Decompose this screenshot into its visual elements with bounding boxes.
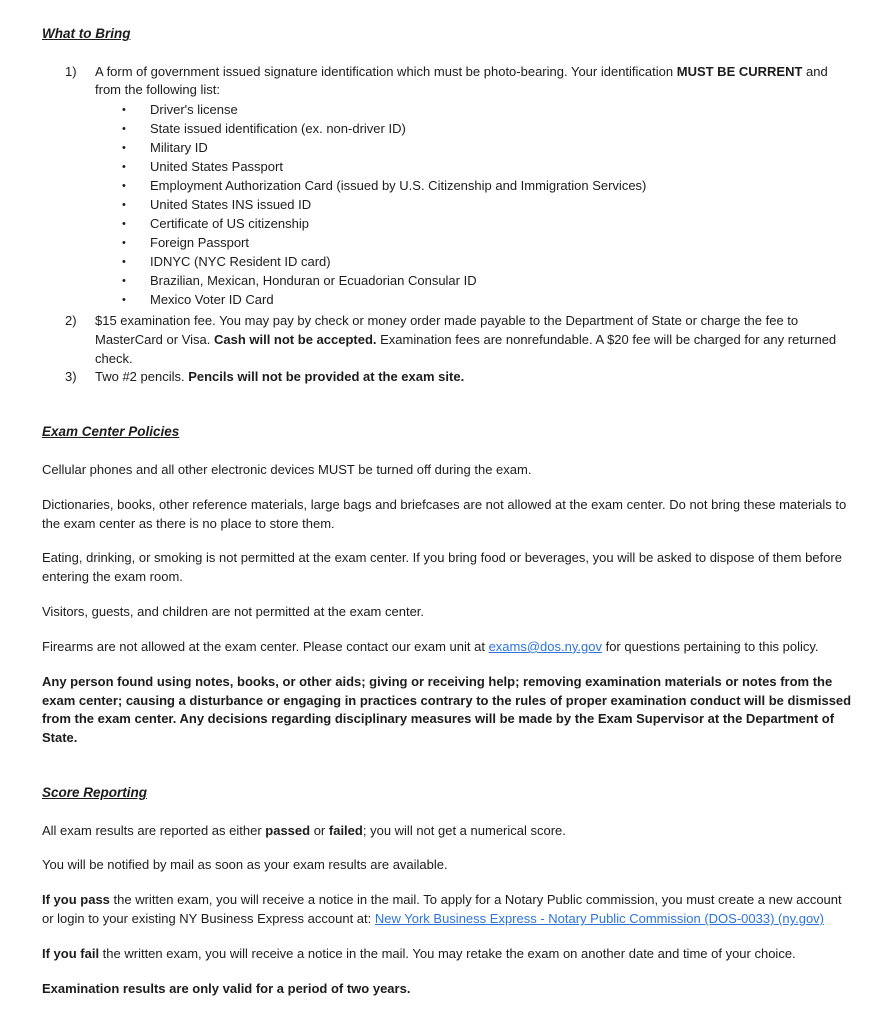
text-segment: If you fail: [42, 946, 100, 962]
text-segment: If you pass: [42, 892, 110, 908]
text-segment: Examination results are only valid for a period of two years.: [42, 980, 411, 996]
list-number: 1): [65, 63, 77, 79]
identification-bullet-list: [95, 101, 852, 310]
text-segment: All exam results are reported as either: [42, 822, 266, 838]
bullet-item: • State issued identification (ex. non-driver ID): [95, 120, 852, 139]
text-segment: for questions pertaining to this policy.: [601, 638, 819, 654]
list-number: 3): [65, 369, 77, 385]
heading-exam-center-policies: Exam Center Policies: [42, 424, 180, 440]
text-segment: Dictionaries, books, other reference materials, large bags and briefcases are not allowed at the exam center. Do not bring these materials to the exam center as there is no place to store them.: [42, 496, 847, 531]
heading-score-reporting: Score Reporting: [42, 785, 148, 801]
bullet-item: • Employment Authorization Card (issued by U.S. Citizenship and Immigration Services): [95, 177, 852, 196]
hyperlink[interactable]: New York Business Express - Notary Public Commission (DOS-0033) (ny.gov): [374, 911, 825, 927]
text-segment: Two #2 pencils.: [95, 369, 189, 385]
text-segment: Firearms are not allowed at the exam center. Please contact our exam unit at: [42, 638, 489, 654]
paragraph-if-you-fail: [42, 945, 852, 964]
paragraph-reference-materials: [42, 496, 852, 534]
text-segment: Visitors, guests, and children are not permitted at the exam center.: [42, 604, 425, 620]
bullet-item: • Foreign Passport: [95, 234, 852, 253]
text-segment: Cellular phones and all other electronic devices MUST be turned off during the exam.: [42, 461, 532, 477]
bullet-item: • United States Passport: [95, 158, 852, 177]
numbered-item-text: [95, 368, 852, 387]
bullet-item: • Driver's license: [95, 101, 852, 120]
paragraph-results-validity: [42, 980, 852, 999]
numbered-item-text: [95, 63, 852, 101]
bullet-item: • Military ID: [95, 139, 852, 158]
paragraph-misconduct-warning: [42, 673, 852, 748]
text-segment: ; you will not get a numerical score.: [362, 822, 566, 838]
paragraph-visitors: [42, 603, 852, 622]
hyperlink[interactable]: exams@dos.ny.gov: [488, 638, 602, 654]
list-number: 2): [65, 312, 77, 328]
text-segment: passed: [265, 822, 311, 838]
paragraph-results-format: [42, 822, 852, 841]
numbered-item-pencils: [42, 368, 852, 387]
text-segment: Cash will not be accepted.: [213, 331, 377, 347]
text-segment: Eating, drinking, or smoking is not permitted at the exam center. If you bring food or beverages, you will be asked to dispose of them before entering the exam room.: [42, 550, 842, 585]
bullet-item: • Mexico Voter ID Card: [95, 291, 852, 310]
text-segment: and from the following list:: [95, 63, 828, 98]
text-segment: the written exam, you will receive a notice in the mail. To apply for a Notary Public commission, you must create a new account or login to your existing NY Business Express account at:: [42, 892, 842, 927]
bullet-item: • Certificate of US citizenship: [95, 215, 852, 234]
text-segment: You will be notified by mail as soon as your exam results are available.: [42, 857, 448, 873]
text-segment: or: [310, 822, 329, 838]
bullet-item: • United States INS issued ID: [95, 196, 852, 215]
bullet-item: • IDNYC (NYC Resident ID card): [95, 253, 852, 272]
text-segment: Any person found using notes, books, or other aids; giving or receiving help; removing examination materials or notes from the exam center; causing a disturbance or engaging in practices contrary to the rules of proper examination conduct will be dismissed from the exam center. Any decisions regarding disciplinary measures will be made by the Exam Supervisor at the Department of State.: [42, 673, 852, 746]
paragraph-food-drink: [42, 549, 852, 587]
paragraph-mail-notification: [42, 856, 852, 875]
text-segment: MUST BE CURRENT: [676, 63, 803, 79]
text-segment: Pencils will not be provided at the exam site.: [188, 369, 465, 385]
numbered-item-text: [95, 312, 852, 369]
text-segment: $15 examination fee. You may pay by check or money order made payable to the Department of State or charge the fee to MasterCard or Visa.: [95, 312, 799, 347]
heading-what-to-bring: What to Bring: [42, 26, 131, 41]
numbered-item-identification: [42, 63, 852, 312]
paragraph-if-you-pass: [42, 891, 852, 929]
text-segment: failed: [328, 822, 363, 838]
paragraph-electronic-devices: [42, 461, 852, 480]
numbered-item-exam-fee: [42, 312, 852, 369]
paragraph-firearms: [42, 638, 852, 657]
text-segment: the written exam, you will receive a notice in the mail. You may retake the exam on another date and time of your choice.: [99, 946, 796, 962]
bullet-item: • Brazilian, Mexican, Honduran or Ecuadorian Consular ID: [95, 272, 852, 291]
text-segment: Examination fees are nonrefundable. A $20 fee will be charged for any returned check.: [95, 331, 837, 366]
text-segment: A form of government issued signature identification which must be photo-bearing. Your identification: [95, 63, 677, 79]
